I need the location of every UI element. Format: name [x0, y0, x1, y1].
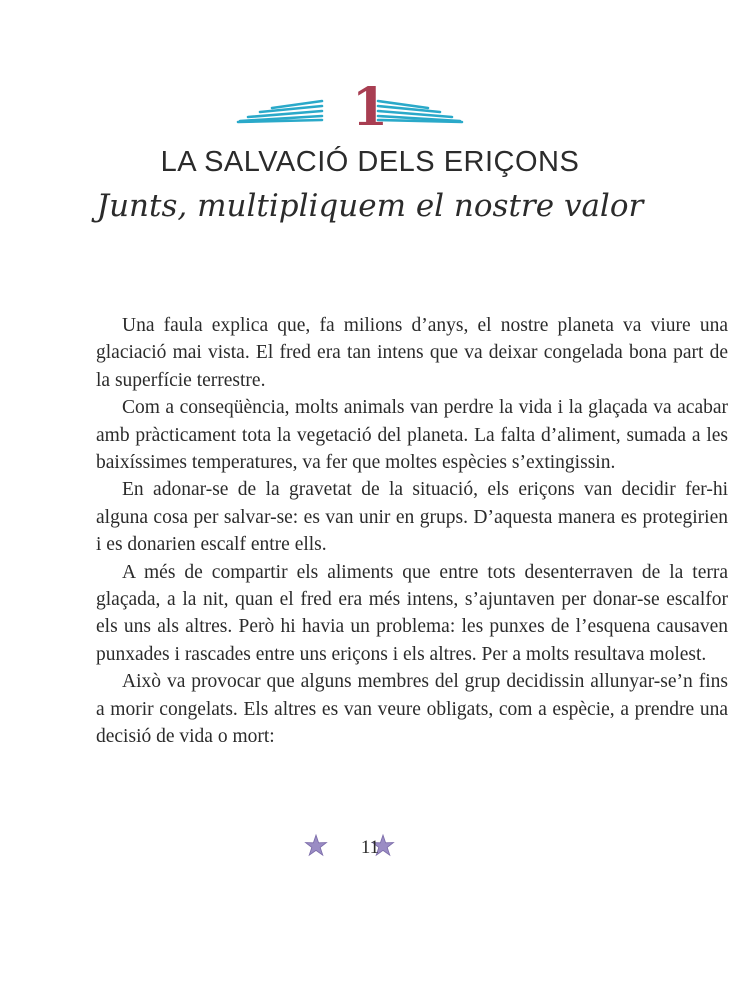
page-number: 11 [360, 837, 380, 858]
body-text [96, 312, 728, 751]
paragraph: A més de compartir els aliments que entre tots desenterraven de la terra glaçada, a la nit, quan el fred era més intens, s’ajuntaven per donar-se escalfor els uns als altres. Però hi havia un problema: les punxes de l’esquena causaven punxades i rascades entre uns eriçons i els altres. Per a molts resultava molest. [96, 561, 728, 665]
paragraph: Com a conseqüència, molts animals van perdre la vida i la glaçada va acabar amb pràcticament tota la vegetació del planeta. La falta d’aliment, sumada a les baixíssimes temperatures, va fer que moltes espècies s’extingissin. [96, 397, 728, 474]
chapter-subtitle: Junts, multipliquem el nostre valor [96, 188, 644, 224]
paragraph: En adonar-se de la gravetat de la situació, els eriçons van decidir fer-hi alguna cosa per salvar-se: es van unir en grups. D’aquesta manera es protegirien i es donarien escalf entre ells. [96, 479, 728, 556]
paragraph: Això va provocar que alguns membres del grup decidissin allunyar-se’n fins a morir congelats. Els altres es van veure obligats, com a espècie, a prendre una decisió de vida o mort: [96, 671, 728, 748]
paragraph: Una faula explica que, fa milions d’anys, el nostre planeta va viure una glaciació mai vista. El fred era tan intens que va deixar congelada bona part de la superfície terrestre. [96, 315, 728, 391]
chapter-title: LA SALVACIÓ DELS ERIÇONS [160, 146, 580, 178]
chapter-number: 1 [351, 77, 389, 138]
